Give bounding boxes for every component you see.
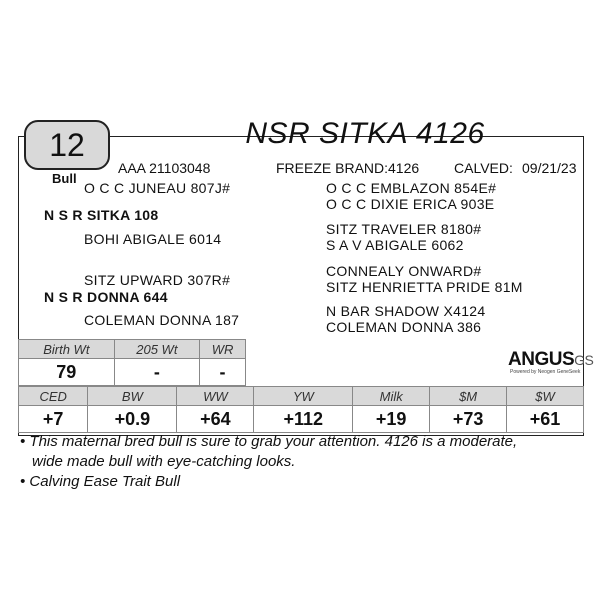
angus-gs-logo: ANGUSGS	[508, 349, 594, 370]
pedigree-right-5: CONNEALY ONWARD#	[326, 263, 482, 279]
epd-header-bw: BW	[88, 387, 177, 406]
pedigree-sire-dam: BOHI ABIGALE 6014	[84, 231, 222, 247]
lot-number-badge	[24, 120, 110, 170]
sex-label: Bull	[52, 171, 77, 186]
animal-name: NSR SITKA 4126	[245, 117, 485, 150]
wr-value: -	[200, 359, 246, 386]
freeze-brand-value: 4126	[388, 160, 420, 176]
pedigree-right-2: O C C DIXIE ERICA 903E	[326, 196, 495, 212]
205-wt-value: -	[114, 359, 199, 386]
epd-value-yw: +112	[254, 406, 353, 433]
epd-header-yw: YW	[254, 387, 353, 406]
pedigree-dam-dam: COLEMAN DONNA 187	[84, 312, 240, 328]
pedigree-right-4: S A V ABIGALE 6062	[326, 237, 464, 253]
epd-value-w: +61	[507, 406, 584, 433]
comment-line-2: wide made bull with eye-catching looks.	[32, 453, 296, 470]
epd-header-m: $M	[430, 387, 507, 406]
birth-wt-value: 79	[19, 359, 115, 386]
pedigree-dam-sire: SITZ UPWARD 307R#	[84, 272, 231, 288]
comments	[20, 432, 580, 492]
epd-value-m: +73	[430, 406, 507, 433]
calved-date: 09/21/23	[522, 160, 577, 176]
epd-value-bw: +0.9	[88, 406, 177, 433]
wr-header: WR	[200, 340, 246, 359]
pedigree-right-1: O C C EMBLAZON 854E#	[326, 180, 497, 196]
epd-table	[18, 386, 584, 433]
pedigree-dam: N S R DONNA 644	[44, 289, 168, 305]
205-wt-header: 205 Wt	[114, 340, 199, 359]
pedigree-sire-sire: O C C JUNEAU 807J#	[84, 180, 231, 196]
logo-tagline: Powered by Neogen GeneSeek	[510, 369, 581, 375]
freeze-brand-label: FREEZE BRAND:	[276, 160, 389, 176]
epd-header-ced: CED	[19, 387, 88, 406]
pedigree-sire: N S R SITKA 108	[44, 207, 159, 223]
pedigree-right-7: N BAR SHADOW X4124	[326, 303, 486, 319]
comment-line-3: • Calving Ease Trait Bull	[20, 473, 181, 490]
epd-value-milk: +19	[353, 406, 430, 433]
birth-wt-header: Birth Wt	[19, 340, 115, 359]
epd-header-milk: Milk	[353, 387, 430, 406]
registration-number: AAA 21103048	[118, 160, 211, 176]
epd-value-ww: +64	[177, 406, 254, 433]
pedigree-right-8: COLEMAN DONNA 386	[326, 319, 482, 335]
pedigree-right-6: SITZ HENRIETTA PRIDE 81M	[326, 279, 523, 295]
epd-value-ced: +7	[19, 406, 88, 433]
pedigree-right-3: SITZ TRAVELER 8180#	[326, 221, 482, 237]
lot-number: 12	[49, 127, 85, 163]
epd-header-ww: WW	[177, 387, 254, 406]
birth-weight-table	[18, 339, 246, 386]
comment-line-1: • This maternal bred bull is sure to grab your attention. 4126 is a moderate,	[20, 433, 518, 450]
epd-header-w: $W	[507, 387, 584, 406]
calved-label: CALVED:	[454, 160, 513, 176]
